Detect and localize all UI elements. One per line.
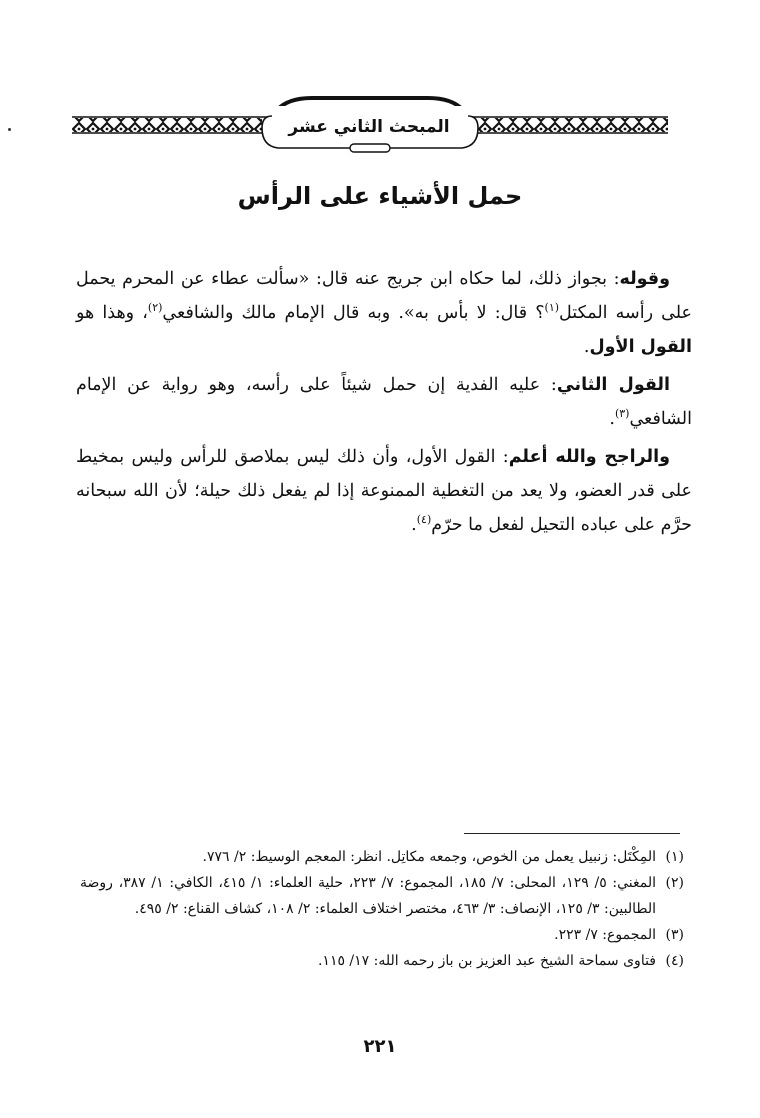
page-number: ٢٢١ <box>363 1036 397 1057</box>
chapter-title: حمل الأشياء على الرأس <box>237 182 523 210</box>
body-text <box>76 262 692 546</box>
lead-term: القول الثاني <box>556 375 670 395</box>
margin-mark <box>8 128 11 131</box>
footnote-text: المجموع: ٧/ ٢٢٣. <box>554 927 656 943</box>
footnote-divider <box>464 833 680 834</box>
footnote-item <box>80 922 684 948</box>
paragraph-text: : القول الأول، وأن ذلك ليس بملاصق للرأس وليس بمخيط على قدر العضو، ولا يعد من التغطية الممنوعة إذا لم يفعل ذلك حيلة؛ لأن الله سبحانه حرَّم على عباده التحيل لفعل ما حرّم <box>76 447 692 535</box>
paragraph-text: : عليه الفدية إن حمل شيئاً على رأسه، وهو رواية عن الإمام الشافعي <box>76 375 692 429</box>
footnote-text: فتاوى سماحة الشيخ عبد العزيز بن باز رحمه الله: ١٧/ ١١٥. <box>317 953 656 969</box>
footnote-number: (٣) <box>665 927 684 943</box>
footnote-item <box>80 948 684 974</box>
paragraph-text: . <box>609 409 615 429</box>
lead-term: وقوله <box>619 269 670 289</box>
footnote-number: (١) <box>665 849 684 865</box>
footnotes <box>80 844 684 974</box>
paragraph-2 <box>76 368 692 436</box>
footnote-text: المغني: ٥/ ١٢٩، المحلى: ٧/ ١٨٥، المجموع: ٧/ ٢٢٣، حلية العلماء: ١/ ٤١٥، الكافي: ١/ ٣٨٧، روضة الطالبين: ٣/ ١٢٥، الإنصاف: ٣/ ٤٦٣، مختصر اختلاف العلماء: ٢/ ١٠٨، كشاف القناع: ٢/ ٤٩٥. <box>80 875 657 917</box>
footnote-ref[interactable]: (١) <box>544 301 560 315</box>
paragraph-1 <box>76 262 692 364</box>
paragraph-text: ، وهذا هو <box>76 303 148 323</box>
paragraph-text: : بجواز ذلك، لما حكاه ابن جريج عنه قال: «سألت عطاء عن المحرم يحمل على رأسه المكتل <box>76 269 692 323</box>
paragraph-text: ؟ قال: لا بأس به». وبه قال الإمام مالك والشافعي <box>162 303 545 323</box>
footnote-number: (٤) <box>665 953 684 969</box>
footnote-number: (٢) <box>665 875 684 891</box>
paragraph-text: . <box>583 337 590 357</box>
footnote-ref[interactable]: (٤) <box>416 513 432 527</box>
footnote-ref[interactable]: (٢) <box>147 301 163 315</box>
footnote-ref[interactable]: (٣) <box>614 407 630 421</box>
footnote-item <box>80 844 684 870</box>
emphasis-term: القول الأول <box>589 337 692 357</box>
lead-term: والراجح والله أعلم <box>508 447 670 467</box>
paragraph-3 <box>76 440 692 542</box>
footnote-item <box>80 870 684 922</box>
section-label: المبحث الثاني عشر <box>288 117 450 137</box>
paragraph-text: . <box>411 515 417 535</box>
footnote-text: المِكْتَل: زنبيل يعمل من الخوص، وجمعه مكاتِل. انظر: المعجم الوسيط: ٢/ ٧٧٦. <box>202 849 656 865</box>
